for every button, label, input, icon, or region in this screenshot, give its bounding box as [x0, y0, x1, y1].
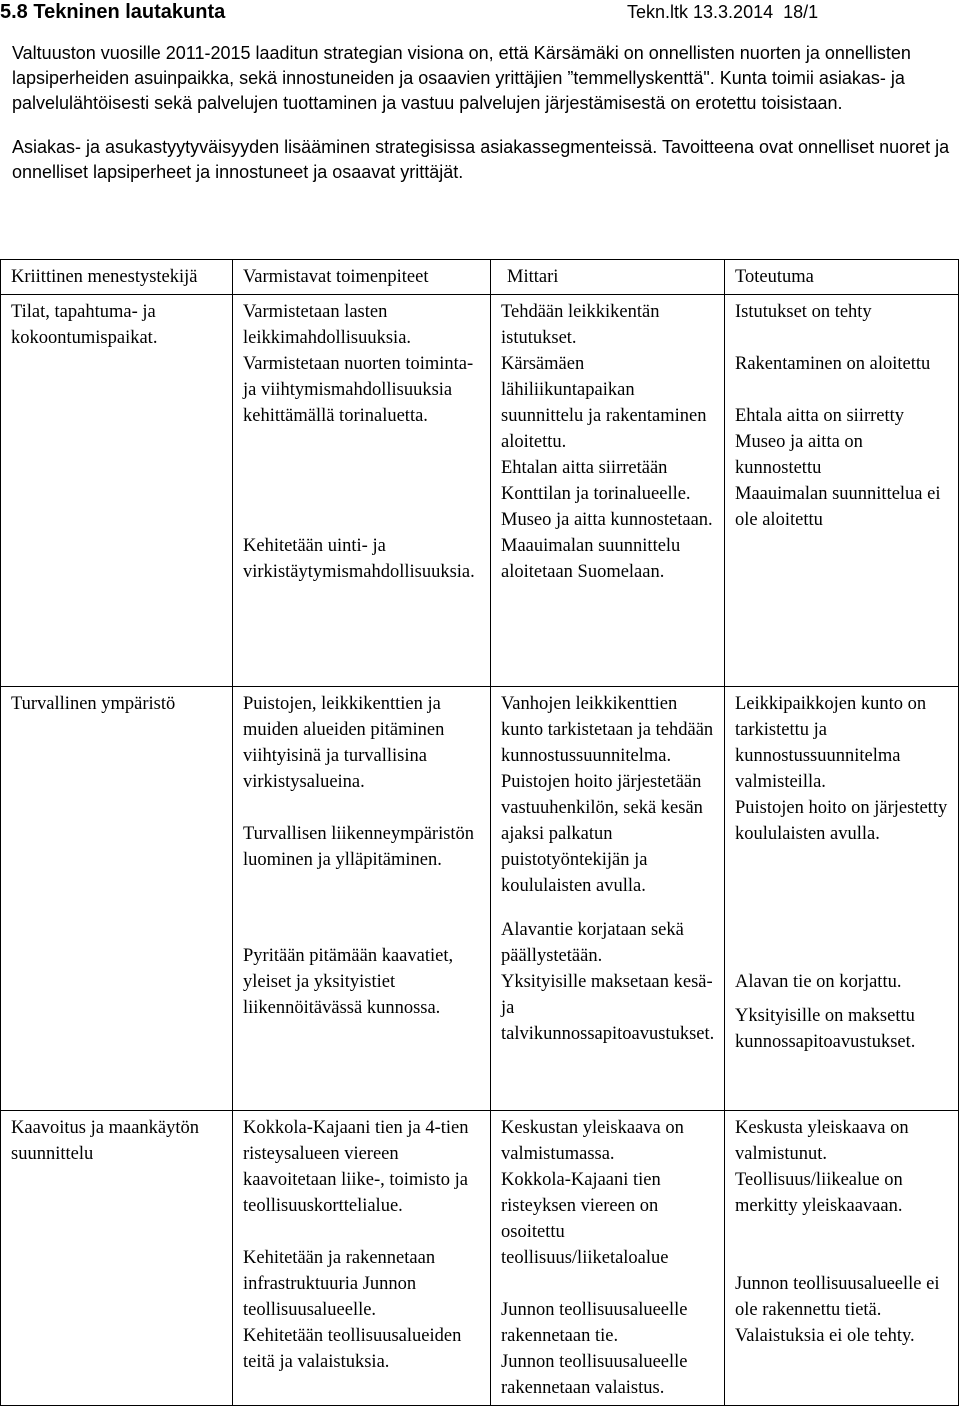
- result-item: Yksityisille on maksettu kunnossapitoavustukset.: [735, 1006, 916, 1052]
- header-result: Toteutuma: [725, 260, 959, 295]
- action-item: Kehitetään uinti- ja virkistäytymismahdollisuuksia.: [243, 536, 475, 582]
- action-item: Puistojen, leikkikenttien ja muiden alueiden pitäminen viihtyisinä ja turvallisina virkistysalueina.: [243, 694, 445, 792]
- result-item: Maauimalan suunnittelua ei ole aloitettu: [735, 484, 941, 530]
- action-item: Kehitetään ja rakennetaan infrastruktuuria Junnon teollisuusalueelle.: [243, 1248, 436, 1320]
- result-item: Valaistuksia ei ole tehty.: [735, 1326, 915, 1346]
- intro-text: [12, 41, 952, 204]
- section-title: 5.8 Tekninen lautakunta: [0, 1, 226, 23]
- result-item: Puistojen hoito on järjestetty koululaisten avulla.: [735, 798, 948, 844]
- metric-item: Keskustan yleiskaava on valmistumassa.: [501, 1118, 684, 1164]
- metric-item: Alavantie korjataan sekä päällystetään.: [501, 920, 684, 966]
- header-meta: [627, 2, 828, 23]
- result-item: Junnon teollisuusalueelle ei ole rakennettu tietä.: [735, 1274, 940, 1320]
- action-item: Turvallisen liikenneympäristön luominen ja ylläpitäminen.: [243, 824, 475, 870]
- result-item: Ehtala aitta on siirretty Museo ja aitta on kunnostettu: [735, 406, 905, 478]
- result-cell: [725, 295, 959, 687]
- metric-item: Vanhojen leikkikenttien kunto tarkistetaan ja tehdään kunnostussuunnitelma.: [501, 694, 714, 766]
- header-actions: Varmistavat toimenpiteet: [233, 260, 491, 295]
- factor-text: Kaavoitus ja maankäytön suunnittelu: [11, 1118, 200, 1164]
- factor-text: Tilat, tapahtuma- ja kokoontumispaikat.: [11, 302, 158, 348]
- result-item: Teollisuus/liikealue on merkitty yleiskaavaan.: [735, 1170, 903, 1216]
- result-item: Alavan tie on korjattu.: [735, 972, 902, 992]
- result-cell: [725, 687, 959, 1111]
- action-item: Kokkola-Kajaani tien ja 4-tien risteysalueen viereen kaavoitetaan liike-, toimisto ja teollisuuskorttelialue.: [243, 1118, 469, 1216]
- metric-item: Puistojen hoito järjestetään vastuuhenkilön, sekä kesän ajaksi palkatun puistotyöntekijän ja koululaisten avulla.: [501, 772, 703, 896]
- goal-paragraph: Asiakas- ja asukastyytyväisyyden lisääminen strategisissa asiakassegmenteissä. Tavoitteena ovat onnelliset nuoret ja onnelliset lapsiperheet ja innostuneet ja osaavat yrittäjät.: [12, 137, 950, 182]
- page-header: [0, 0, 960, 26]
- factor-cell: [1, 295, 233, 687]
- result-item: Rakentaminen on aloitettu: [735, 354, 931, 374]
- factor-cell: [1, 687, 233, 1111]
- result-cell: [725, 1111, 959, 1406]
- action-item: Pyritään pitämään kaavatiet, yleiset ja yksityistiet liikennöitävässä kunnossa.: [243, 946, 454, 1018]
- action-item: Varmistetaan nuorten toiminta- ja viihtymismahdollisuuksia kehittämällä torinaluetta.: [243, 354, 474, 426]
- table-row: [1, 295, 959, 687]
- metric-cell: [491, 687, 725, 1111]
- factor-text: Turvallinen ympäristö: [11, 694, 176, 714]
- action-item: Varmistetaan lasten leikkimahdollisuuksia.: [243, 302, 412, 348]
- table-row: [1, 687, 959, 1111]
- actions-cell: [233, 295, 491, 687]
- metric-cell: [491, 1111, 725, 1406]
- metric-item: Ehtalan aitta siirretään Konttilan ja torinalueelle. Museo ja aitta kunnostetaan.: [501, 458, 713, 530]
- table-header-row: [1, 260, 959, 295]
- action-item: Kehitetään teollisuusalueiden teitä ja valaistuksia.: [243, 1326, 462, 1372]
- metric-item: Maauimalan suunnittelu aloitetaan Suomelaan.: [501, 536, 681, 582]
- table-row: [1, 1111, 959, 1406]
- result-item: Leikkipaikkojen kunto on tarkistettu ja kunnostussuunnitelma valmisteilla.: [735, 694, 927, 792]
- result-item: Keskusta yleiskaava on valmistunut.: [735, 1118, 909, 1164]
- metric-item: Yksityisille maksetaan kesä- ja talvikunnossapitoavustukset.: [501, 972, 715, 1044]
- header-metric: Mittari: [491, 260, 725, 295]
- page-number: 18/1: [783, 2, 819, 22]
- metric-item: Kärsämäen lähiliikuntapaikan suunnittelu ja rakentaminen aloitettu.: [501, 354, 707, 452]
- factor-cell: [1, 1111, 233, 1406]
- metric-item: Kokkola-Kajaani tien risteyksen viereen on osoitettu teollisuus/liiketaloalue: [501, 1170, 669, 1268]
- meeting-reference: Tekn.ltk 13.3.2014: [627, 2, 774, 22]
- actions-cell: [233, 1111, 491, 1406]
- strategy-table: [0, 259, 959, 1406]
- header-critical-factor: Kriittinen menestystekijä: [1, 260, 233, 295]
- metric-cell: [491, 295, 725, 687]
- result-item: Istutukset on tehty: [735, 302, 872, 322]
- actions-cell: [233, 687, 491, 1111]
- metric-item: Tehdään leikkikentän istutukset.: [501, 302, 660, 348]
- metric-item: Junnon teollisuusalueelle rakennetaan valaistus.: [501, 1352, 688, 1398]
- strategy-paragraph: Valtuuston vuosille 2011-2015 laaditun strategian visiona on, että Kärsämäki on onnellisten nuorten ja onnellisten lapsiperheiden asuinpaikka, sekä innostuneiden ja osaavien yrittäjien ”temmellyskenttä". Kunta toimii asiakas- ja palvelulähtöisesti sekä palvelujen tuottaminen ja vastuu palvelujen järjestämisestä on erotettu toisistaan.: [12, 43, 911, 113]
- metric-item: Junnon teollisuusalueelle rakennetaan tie.: [501, 1300, 688, 1346]
